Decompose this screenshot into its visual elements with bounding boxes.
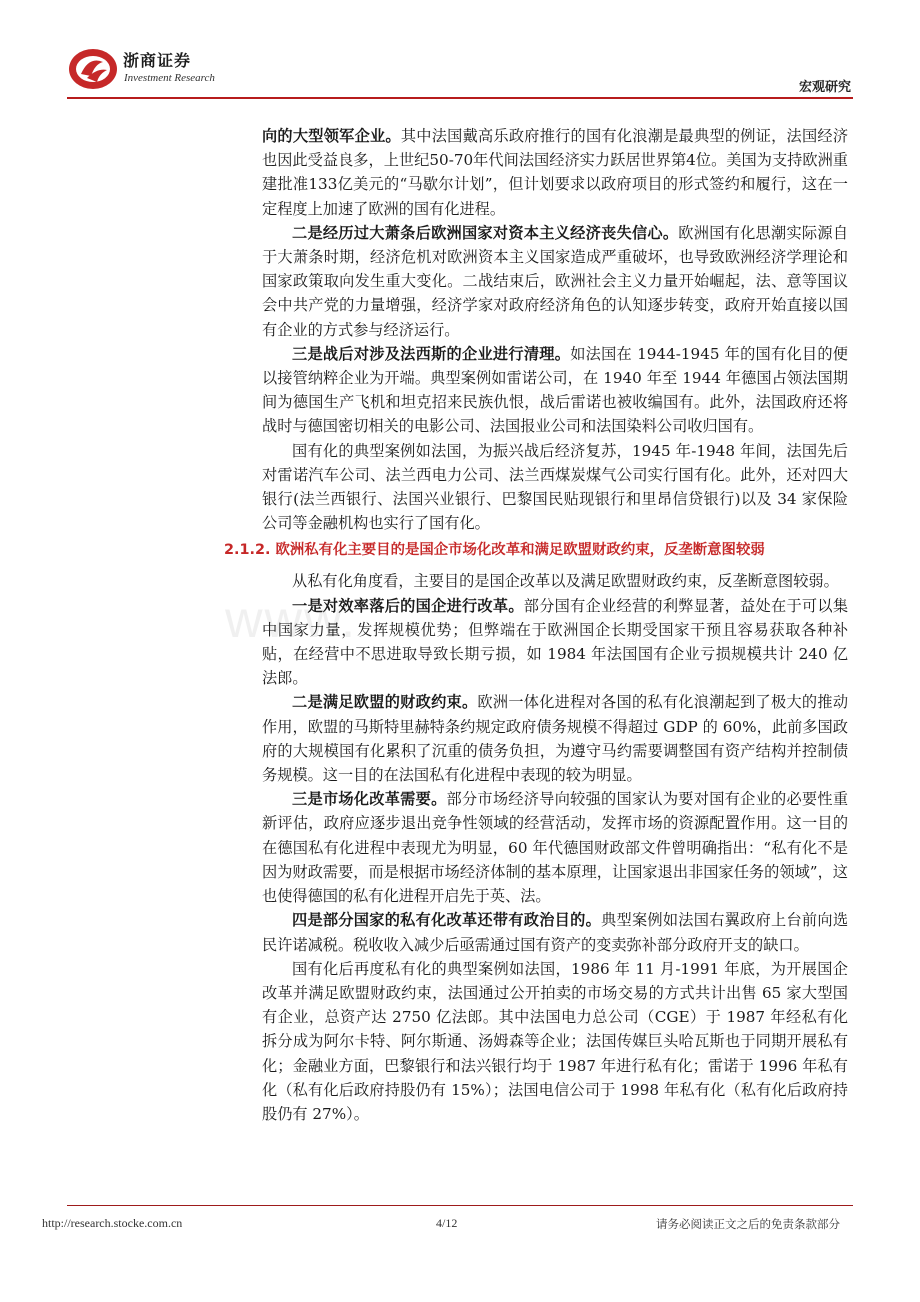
paragraph-lead: 二是经历过大萧条后欧洲国家对资本主义经济丧失信心。: [292, 223, 679, 242]
paragraph-text: 其中法国戴高乐政府推行的国有化浪潮是最典型的例证，法国经济也因此受益良多，上世纪50-70年代间法国经济实力跃居世界第4位。美国为支持欧洲重建批准133亿美元的“马歇尔计划”，但计划要求以政府项目的形式签约和履行，这在一定程度上加速了欧洲的国有化进程。: [262, 127, 849, 218]
paragraph-lead: 三是战后对涉及法西斯的企业进行清理。: [292, 344, 571, 363]
paragraph: [262, 124, 848, 221]
paragraph-text: 如法国在 1944-1945 年的国有化目的便以接管纳粹企业为开端。典型案例如雷诺公司，在 1940 年至 1944 年德国占领法国期间为德国生产飞机和坦克招来民族仇恨，战后雷诺也被收编国有。此外，法国政府还将战时与德国密切相关的电影公司、法国报业公司和法国染料公司收归国有。: [262, 344, 848, 436]
paragraph-lead: 三是市场化改革需要。: [292, 790, 447, 809]
paragraph: [262, 221, 848, 342]
section-heading: 2.1.2. 欧洲私有化主要目的是国企市场化改革和满足欧盟财政约束，反垄断意图较弱: [224, 542, 765, 559]
section-label: 宏观研究: [798, 80, 851, 95]
footer-url[interactable]: http://research.stocke.com.cn: [42, 1216, 183, 1230]
watermark: www.: [225, 591, 358, 649]
paragraph: [262, 439, 848, 536]
page-number: 4/12: [436, 1216, 458, 1230]
paragraph: [262, 957, 848, 1126]
main-content: [224, 124, 849, 1126]
paragraph: [262, 908, 848, 956]
paragraph: [262, 342, 848, 439]
logo-subtitle: Investment Research: [124, 72, 215, 84]
header-divider: [67, 97, 853, 99]
paragraph-text: 欧洲一体化进程对各国的私有化浪潮起到了极大的推动作用，欧盟的马斯特里赫特条约规定政府债务规模不得超过 GDP 的 60%，此前多国政府的大规模国有化累积了沉重的债务负担，为遵守马约需要调整国有资产结构并控制债务规模。这一目的在法国私有化进程中表现的较为明显。: [262, 693, 849, 785]
paragraph-text: 国有化的典型案例如法国，为振兴战后经济复苏，1945 年-1948 年间，法国先后对雷诺汽车公司、法兰西电力公司、法兰西煤炭煤气公司实行国有化。此外，还对四大银行(法兰西银行、法国兴业银行、巴黎国民贴现银行和里昂信贷银行)以及 34 家保险公司等金融机构也实行了国有化。: [262, 441, 848, 533]
paragraph-lead: 四是部分国家的私有化改革还带有政治目的。: [292, 911, 602, 930]
paragraph-lead: 二是满足欧盟的财政约束。: [292, 693, 478, 712]
paragraph-text: 典型案例如法国右翼政府上台前向选民许诺减税。税收收入减少后亟需通过国有资产的变卖弥补部分政府开支的缺口。: [262, 911, 849, 954]
paragraph: [262, 594, 848, 691]
paragraph: [262, 690, 848, 787]
paragraph-text: 欧洲国有化思潮实际源自于大萧条时期，经济危机对欧洲资本主义国家造成严重破坏，也导致欧洲经济学理论和国家政策取向发生重大变化。二战结束后，欧洲社会主义力量开始崛起，法、意等国议会中共产党的力量增强，经济学家对政府经济角色的认知逐步转变，政府开始直接以国有企业的方式参与经济运行。: [262, 223, 849, 339]
paragraph-text: 部分国有企业经营的利弊显著，益处在于可以集中国家力量，发挥规模优势；但弊端在于欧洲国企长期受国家干预且容易获取各种补贴，在经营中不思进取导致长期亏损，如 1984 年法国国有企业亏损规模共计 240 亿法郎。: [262, 596, 849, 688]
footer-divider: [67, 1205, 853, 1206]
company-logo-icon: [67, 46, 119, 92]
paragraph-text: 国有化后再度私有化的典型案例如法国，1986 年 11 月-1991 年底，为开展国企改革并满足欧盟财政约束，法国通过公开拍卖的市场交易的方式共计出售 65 家大型国有企业，总资产达 2750 亿法郎。其中法国电力总公司（CGE）于 1987 年经私有化拆分成为阿尔卡特、阿尔斯通、汤姆森等企业；法国传媒巨头哈瓦斯也于同期开展私有化；金融业方面，巴黎银行和法兴银行均于 1987 年进行私有化；雷诺于 1996 年私有化（私有化后政府持股仍有 15%）；法国电信公司于 1998 年私有化（私有化后政府持股仍有 27%）。: [262, 959, 848, 1123]
paragraph: [262, 569, 848, 593]
paragraph: [262, 787, 848, 908]
footer-disclaimer: 请务必阅读正文之后的免责条款部分: [656, 1217, 840, 1231]
paragraph-text: 部分市场经济导向较强的国家认为要对国有企业的必要性重新评估，政府应逐步退出竞争性领域的经营活动，发挥市场的资源配置作用。这一目的在德国私有化进程中表现尤为明显，60 年代德国财政部文件曾明确指出：“私有化不是因为财政需要，而是根据市场经济体制的基本原理，让国家退出非国家任务的领域”，这也使得德国的私有化进程开启先于英、法。: [262, 790, 849, 906]
paragraph-lead: 向的大型领军企业。: [262, 127, 401, 145]
paragraph-text: 从私有化角度看，主要目的是国企改革以及满足欧盟财政约束，反垄断意图较弱。: [292, 572, 839, 591]
page-header: [67, 40, 853, 98]
logo-name: 浙商证券: [123, 51, 192, 70]
paragraph-lead: 一是对效率落后的国企进行改革。: [292, 596, 524, 615]
